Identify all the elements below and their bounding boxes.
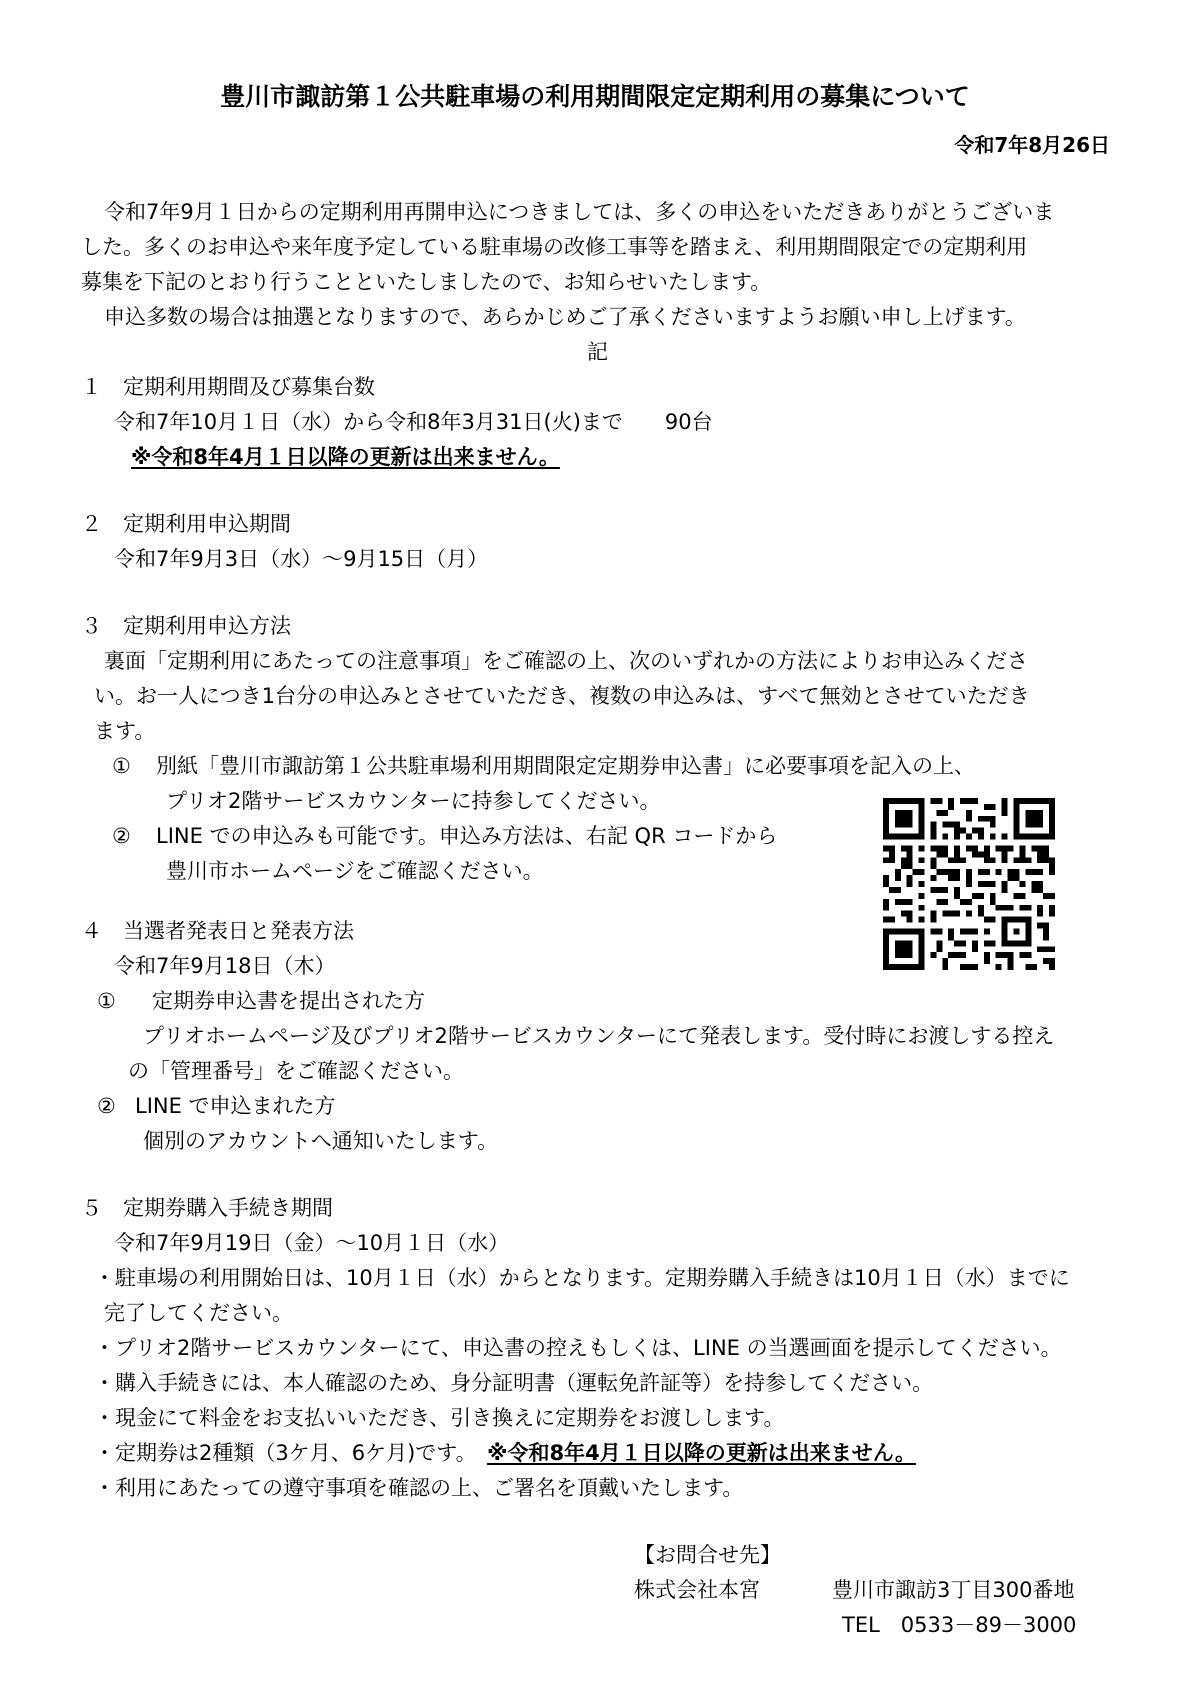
contact-address: 豊川市諏訪3丁目300番地 [832,1578,1075,1602]
section5-bullet-2: ・プリオ2階サービスカウンターにて、申込書の控えもしくは、LINE の当選画面を提示してください。 [94,1336,1062,1360]
section5-heading: ５ 定期券購入手続き期間 [81,1196,333,1220]
section4-item1-title: 定期券申込書を提出された方 [152,989,425,1013]
section5-bullet-1-cont: 完了してください。 [104,1301,293,1325]
section4-heading: ４ 当選者発表日と発表方法 [81,919,354,943]
section5-bullet-6: ・利用にあたっての遵守事項を確認の上、ご署名を頂戴いたします。 [94,1476,744,1500]
section5-date: 令和7年9月19日（金）～10月１日（水） [114,1231,510,1255]
section4-item1-number: ① [97,989,116,1013]
section5-bullet-note: ※令和8年4月１日以降の更新は出来ません。 [487,1441,917,1465]
section1-heading: １ 定期利用期間及び募集台数 [81,375,375,399]
ki-heading: 記 [587,340,608,364]
intro-line-2: した。多くのお申込や来年度予定している駐車場の改修工事等を踏まえ、利用期間限定での定期利用 [81,235,1028,259]
intro-line-3: 募集を下記のとおり行うことといたしましたので、お知らせいたします。 [81,270,772,294]
section4-item1-line1: プリオホームページ及びプリオ2階サービスカウンターにて発表します。受付時にお渡しする控え [143,1024,1055,1048]
section3-item1-number: ① [112,754,131,778]
section3-heading: ３ 定期利用申込方法 [81,614,291,638]
section2-heading: ２ 定期利用申込期間 [81,512,291,536]
contact-heading: 【お問合せ先】 [634,1543,781,1567]
section4-item1-line2: の「管理番号」をご確認ください。 [128,1059,464,1083]
section3-body-2: い。お一人につき1台分の申込みとさせていただき、複数の申込みは、すべて無効とさせていただき [94,684,1030,708]
section4-item2-title: LINE で申込まれた方 [135,1094,336,1118]
section4-date: 令和7年9月18日（木） [114,954,336,978]
section5-bullet-4: ・現金にて料金をお支払いいただき、引き換えに定期券をお渡しします。 [94,1406,785,1430]
intro-line-1: 令和7年9月１日からの定期利用再開申込につきましては、多くの申込をいただきありがとうございま [104,200,1055,224]
section5-bullet-3: ・購入手続きには、本人確認のため、身分証明書（運転免許証等）を持参してください。 [94,1371,934,1395]
section3-item2-number: ② [112,824,131,848]
section3-body-1: 裏面「定期利用にあたっての注意事項」をご確認の上、次のいずれかの方法によりお申込みくださ [104,649,1028,673]
section3-item1-line1: 別紙「豊川市諏訪第１公共駐車場利用期間限定定期券申込書」に必要事項を記入の上、 [156,754,975,778]
section3-item1-line2: プリオ2階サービスカウンターに持参してください。 [166,789,661,813]
intro-line-4: 申込多数の場合は抽選となりますので、あらかじめご了承くださいますようお願い申し上げます。 [104,305,1026,329]
issue-date: 令和7年8月26日 [954,133,1110,157]
section1-note: ※令和8年4月１日以降の更新は出来ません。 [131,445,560,469]
section3-body-3: ます。 [94,719,156,743]
section4-item2-line: 個別のアカウントへ通知いたします。 [143,1129,499,1153]
section1-period: 令和7年10月１日（水）から令和8年3月31日(火)まで 90台 [114,410,713,434]
contact-tel: TEL 0533－89－3000 [842,1613,1077,1637]
section3-item2-line1: LINE での申込みも可能です。申込み方法は、右記 QR コードから [156,824,778,848]
document-title: 豊川市諏訪第１公共駐車場の利用期間限定定期利用の募集について [220,82,970,111]
section5-bullet-5-text: ・定期券は2種類（3ケ月、6ケ月)です。 [94,1441,467,1465]
section5-bullet-1: ・駐車場の利用開始日は、10月１日（水）からとなります。定期券購入手続きは10月１日（水）までに [94,1266,1070,1290]
qr-code-icon[interactable] [883,798,1055,970]
section5-bullet-5 [94,1443,916,1464]
contact-company: 株式会社本宮 [634,1578,760,1602]
section3-item2-line2: 豊川市ホームページをご確認ください。 [166,859,544,883]
section2-period: 令和7年9月3日（水）～9月15日（月） [114,547,489,571]
section4-item2-number: ② [97,1094,116,1118]
